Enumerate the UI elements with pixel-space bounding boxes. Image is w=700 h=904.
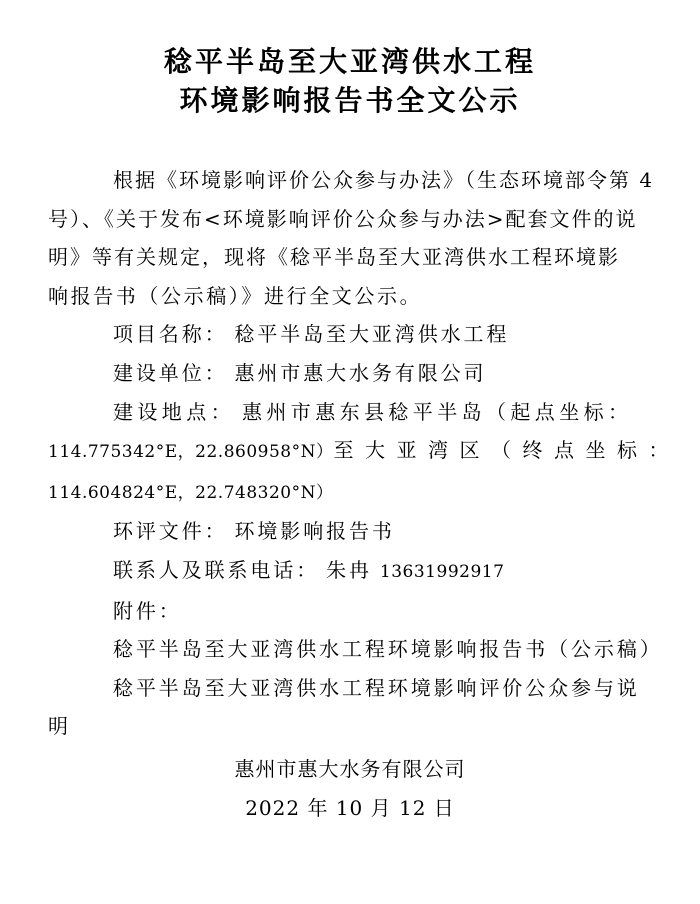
footer-date: 2022 年 10 月 12 日 xyxy=(245,795,455,820)
title-line2: 环境影响报告书全文公示 xyxy=(179,84,521,117)
eia-document-label: 环评文件： xyxy=(113,519,228,544)
location-end-coordinates: 114.604824°E，22.748320°N） xyxy=(48,482,334,503)
document-page xyxy=(0,42,700,904)
contact-name: 朱冉 xyxy=(326,557,372,582)
field-builder xyxy=(48,354,670,393)
intro-line1: 根据《环境影响评价公众参与办法》（生态环境部令第 4 xyxy=(113,168,655,192)
builder-value: 惠州市惠大水务有限公司 xyxy=(234,360,487,385)
field-location-line2 xyxy=(48,431,680,472)
intro-line3: 明》等有关规定，现将《稔平半岛至大亚湾供水工程环境影 xyxy=(48,245,620,270)
location-label: 建设地点： xyxy=(113,399,235,424)
contact-phone: 13631992917 xyxy=(379,561,505,582)
document-title xyxy=(0,42,700,120)
project-name-value: 稔平半岛至大亚湾供水工程 xyxy=(234,322,510,347)
field-location-line3 xyxy=(48,472,670,513)
field-location-line1 xyxy=(48,393,670,432)
attachment-item1: 稔平半岛至大亚湾供水工程环境影响报告书（公示稿） xyxy=(113,637,663,662)
title-line1: 稔平半岛至大亚湾供水工程 xyxy=(163,45,536,78)
location-start-coordinates: 114.775342°E，22.860958°N） xyxy=(48,442,334,463)
attachment-item2-line2: 明 xyxy=(48,714,71,739)
builder-label: 建设单位： xyxy=(113,360,228,385)
intro-line2: 号）、《关于发布<环境影响评价公众参与办法>配套文件的说 xyxy=(48,206,638,231)
location-value-line2: 至大亚湾区（终点坐标： xyxy=(333,438,680,463)
field-project-name xyxy=(48,315,670,354)
footer-company: 惠州市惠大水务有限公司 xyxy=(234,756,466,781)
contact-label: 联系人及联系电话： xyxy=(113,557,320,582)
field-eia-document xyxy=(48,512,670,551)
intro-line4: 响报告书（公示稿）》进行全文公示。 xyxy=(48,283,423,308)
field-attachments-label xyxy=(48,592,670,631)
attachment-item2-line1: 稔平半岛至大亚湾供水工程环境影响评价公众参与说 xyxy=(113,675,640,700)
document-footer xyxy=(0,750,700,827)
eia-document-value: 环境影响报告书 xyxy=(234,519,395,544)
field-contact xyxy=(48,551,670,592)
project-name-label: 项目名称： xyxy=(113,322,228,347)
location-value-line1: 惠州市惠东县稔平半岛（起点坐标： xyxy=(242,399,633,424)
attachments-label: 附件： xyxy=(113,598,182,623)
document-body xyxy=(0,161,700,746)
